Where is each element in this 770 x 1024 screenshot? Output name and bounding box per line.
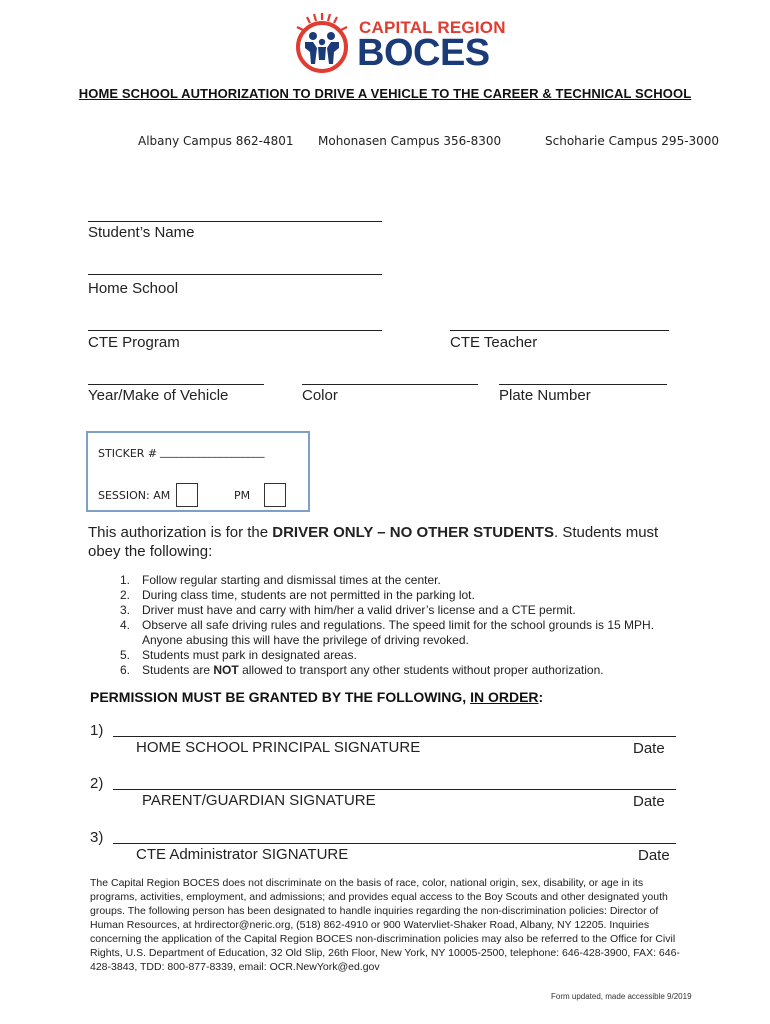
rule-number: 5. bbox=[120, 648, 131, 662]
signature-1-date: Date bbox=[633, 740, 665, 757]
rule-text: Follow regular starting and dismissal times at the center. bbox=[142, 573, 441, 587]
permission-heading bbox=[90, 689, 543, 705]
campus-mohonasen: Mohonasen Campus 356-8300 bbox=[318, 134, 502, 148]
form-title: HOME SCHOOL AUTHORIZATION TO DRIVE A VEHICLE TO THE CAREER & TECHNICAL SCHOOL bbox=[78, 86, 692, 101]
signature-2-date: Date bbox=[633, 793, 665, 810]
signature-3-line[interactable] bbox=[113, 843, 676, 844]
logo-text-boces: BOCES bbox=[357, 32, 490, 74]
cte-program-line[interactable] bbox=[88, 330, 382, 331]
signature-1-line[interactable] bbox=[113, 736, 676, 737]
rule-text-bold: NOT bbox=[213, 663, 239, 677]
signature-3-label: CTE Administrator SIGNATURE bbox=[136, 846, 349, 863]
rule-number: 1. bbox=[120, 573, 131, 587]
color-label: Color bbox=[302, 387, 338, 404]
session-pm-label: PM bbox=[234, 489, 251, 502]
signature-1-label: HOME SCHOOL PRINCIPAL SIGNATURE bbox=[136, 739, 421, 756]
signature-1-number: 1) bbox=[90, 722, 104, 739]
plate-number-label: Plate Number bbox=[499, 387, 591, 404]
session-pm-checkbox[interactable] bbox=[264, 483, 286, 507]
sticker-label: STICKER # bbox=[98, 447, 158, 460]
rule-number: 3. bbox=[120, 603, 131, 617]
signature-3-date: Date bbox=[638, 847, 670, 864]
rule-text: Observe all safe driving rules and regulations. The speed limit for the school grounds is 15 MPH. Anyone abusing this will have the privilege of driving revoked. bbox=[142, 618, 655, 647]
cte-teacher-line[interactable] bbox=[450, 330, 669, 331]
sticker-session-box bbox=[86, 431, 310, 512]
year-make-line[interactable] bbox=[88, 384, 264, 385]
campus-albany: Albany Campus 862-4801 bbox=[138, 134, 294, 148]
rule-number: 6. bbox=[120, 663, 131, 677]
rule-text: Driver must have and carry with him/her a valid driver’s license and a CTE permit. bbox=[142, 603, 576, 617]
authorization-driver-only: DRIVER ONLY – NO OTHER STUDENTS bbox=[272, 524, 554, 541]
boces-logo bbox=[289, 6, 506, 76]
sticker-number-field[interactable]: ___________________ bbox=[160, 445, 265, 458]
home-school-label: Home School bbox=[88, 280, 179, 297]
authorization-tail: . Students must obey the following: bbox=[88, 524, 659, 560]
session-am-checkbox[interactable] bbox=[176, 483, 198, 507]
authorization-paragraph bbox=[88, 523, 688, 561]
list-item bbox=[120, 573, 680, 588]
list-item bbox=[120, 663, 680, 678]
list-item bbox=[120, 603, 680, 618]
form-updated-note: Form updated, made accessible 9/2019 bbox=[551, 992, 692, 1001]
plate-number-line[interactable] bbox=[499, 384, 667, 385]
permission-pre: PERMISSION MUST BE GRANTED BY THE FOLLOWING, bbox=[90, 689, 471, 705]
list-item bbox=[120, 648, 680, 663]
rule-number: 4. bbox=[120, 618, 131, 632]
signature-2-label: PARENT/GUARDIAN SIGNATURE bbox=[142, 792, 376, 809]
rule-text bbox=[142, 663, 604, 678]
rules-list bbox=[120, 573, 680, 678]
rule-text: Students must park in designated areas. bbox=[142, 648, 357, 662]
signature-2-number: 2) bbox=[90, 775, 104, 792]
rule-text-post: allowed to transport any other students without proper authorization. bbox=[238, 663, 604, 677]
student-name-line[interactable] bbox=[88, 221, 382, 222]
campus-schoharie: Schoharie Campus 295-3000 bbox=[545, 134, 720, 148]
color-line[interactable] bbox=[302, 384, 478, 385]
rule-number: 2. bbox=[120, 588, 131, 602]
year-make-label: Year/Make of Vehicle bbox=[88, 387, 229, 404]
rule-text-pre: Students are bbox=[142, 663, 214, 677]
list-item bbox=[120, 588, 680, 603]
authorization-lead: This authorization is for the bbox=[88, 524, 273, 541]
logo-text-capital-region: CAPITAL REGION bbox=[359, 18, 506, 37]
permission-post: : bbox=[538, 689, 544, 705]
non-discrimination-disclaimer: The Capital Region BOCES does not discriminate on the basis of race, color, national origin, sex, disability, or age in its programs, activities, employment, and admissions; and provides equal access to the Boy Scouts and other designated youth groups. The following person has been designated to handle inquiries regarding the non-discrimination policies: Director of Human Resources, at hrdirector@neric.org, (518) 862-4910 or 900 Watervliet-Shaker Road, Albany, NY 12205. Inquiries concerning the application of the Capital Region BOCES non-discrimination policies may also be referred to the Office for Civil Rights, U.S. Department of Education, 32 Old Slip, 26th Floor, New York, NY 10005-2500, telephone: 646-428-3900, FAX: 646-428-3843, TDD: 800-877-8339, email: OCR.NewYork@ed.gov bbox=[90, 877, 680, 973]
rule-text: During class time, students are not permitted in the parking lot. bbox=[142, 588, 475, 602]
student-name-label: Student’s Name bbox=[88, 224, 195, 241]
signature-3-number: 3) bbox=[90, 829, 104, 846]
list-item bbox=[120, 618, 680, 648]
boces-emblem-icon bbox=[291, 12, 353, 74]
cte-teacher-label: CTE Teacher bbox=[450, 334, 538, 351]
signature-2-line[interactable] bbox=[113, 789, 676, 790]
session-am-label: SESSION: AM bbox=[98, 489, 171, 502]
cte-program-label: CTE Program bbox=[88, 334, 180, 351]
home-school-line[interactable] bbox=[88, 274, 382, 275]
permission-in-order: IN ORDER bbox=[470, 689, 539, 705]
